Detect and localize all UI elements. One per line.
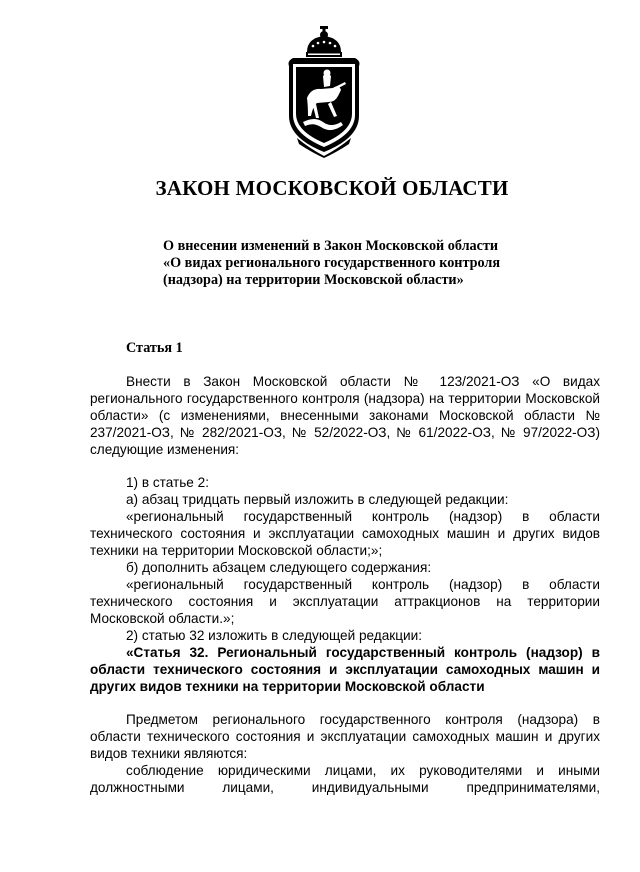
article-heading: Статья 1 [126,340,183,356]
item-2-paragraph-2: соблюдение юридическими лицами, их руководителями и иными должностными лицами, индивидуальными предпринимателями, [90,763,600,795]
subject-line: «О видах регионального государственного контроля [163,255,501,271]
article-intro: Внести в Закон Московской области № 123/2021-ОЗ «О видах регионального государственного контроля (надзора) на территории Московской области» (с изменениями, внесенными законами Московской области № 237/2021-ОЗ, № 282/2021-ОЗ, № 52/2022-ОЗ, № 61/2022-ОЗ, № 97/2022-ОЗ) следующие изменения: [90,374,600,457]
coat-of-arms-icon [283,26,365,158]
subject-line: (надзора) на территории Московской области» [163,272,464,288]
item-1a-text: «региональный государственный контроль (надзор) в области технического состояния и эксплуатации самоходных машин и других видов техники на территории Московской области;»; [90,509,600,558]
item-1b-text: «региональный государственный контроль (надзор) в области технического состояния и эксплуатации аттракционов на территории Московской области.»; [90,577,600,626]
item-2-heading: «Статья 32. Региональный государственный контроль (надзор) в области технического состояния и эксплуатации самоходных машин и других видов техники на территории Московской области [90,645,600,694]
subject-line: О внесении изменений в Закон Московской области [163,238,499,254]
law-title: ЗАКОН МОСКОВСКОЙ ОБЛАСТИ [155,176,509,200]
item-2: 2) статью 32 изложить в следующей редакции: [126,628,422,643]
item-2-paragraph-1: Предметом регионального государственного контроля (надзора) в области технического состояния и эксплуатации самоходных машин и других видов техники являются: [90,712,600,761]
law-subject [163,238,500,289]
item-1: 1) в статье 2: [126,475,209,490]
item-1b: б) дополнить абзацем следующего содержания: [126,560,432,575]
item-1a: а) абзац тридцать первый изложить в следующей редакции: [126,492,509,507]
